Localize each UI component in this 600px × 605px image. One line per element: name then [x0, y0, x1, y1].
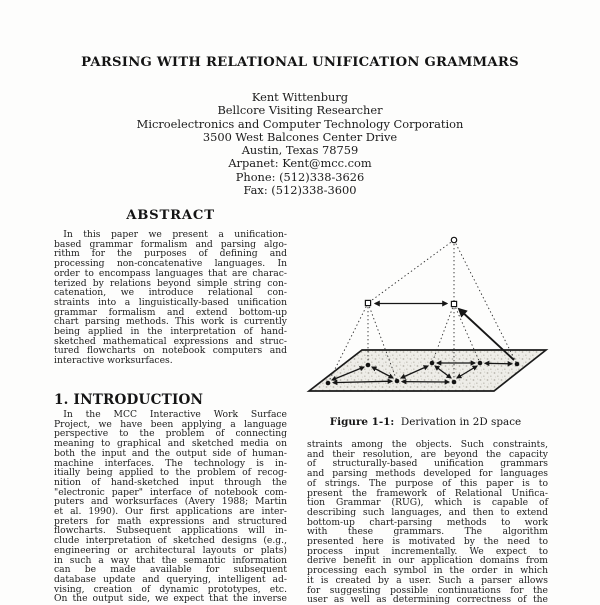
text-line: Austin, Texas 78759: [0, 144, 600, 157]
abstract-text: [54, 230, 287, 366]
text-line: and parsing methods developed for languages: [307, 469, 548, 479]
text-line: describing such languages, and then to extend: [307, 508, 548, 518]
introduction-heading: 1. INTRODUCTION: [54, 392, 203, 408]
text-line: In the MCC Interactive Work Surface: [54, 410, 287, 420]
text-line: machine interfaces. The technology is in-: [54, 459, 287, 469]
text-line: user as well as determining correctness of the: [307, 595, 548, 605]
text-line: in such a way that the semantic information: [54, 556, 287, 566]
text-line: order to encompass languages that are charac-: [54, 269, 287, 279]
text-line: Fax: (512)338-3600: [0, 184, 600, 197]
text-line: interactive worksurfaces.: [54, 356, 287, 366]
text-line: On the output side, we expect that the inverse: [54, 594, 287, 604]
derivation-diagram: [304, 224, 549, 399]
author-block: [0, 91, 600, 197]
text-line: it is created by a user. Such a parser allows: [307, 576, 548, 586]
introduction-text: [54, 410, 287, 604]
text-line: Bellcore Visiting Researcher: [0, 104, 600, 117]
text-line: tion Grammar (RUG), which is capable of: [307, 498, 548, 508]
text-line: derive benefit in our application domains from: [307, 556, 548, 566]
text-line: processing each symbol in the order in which: [307, 566, 548, 576]
text-line: 3500 West Balcones Center Drive: [0, 131, 600, 144]
figure-caption-body: Derivation in 2D space: [401, 416, 521, 428]
text-line: flowcharts. Subsequent applications will in-: [54, 526, 287, 536]
text-line: nition of hand-sketched input through the: [54, 478, 287, 488]
text-line: rithm for the purposes of defining and: [54, 249, 287, 259]
text-line: Microelectronics and Computer Technology Corporation: [0, 118, 600, 131]
text-line: both the input and the output side of human-: [54, 449, 287, 459]
text-line: clude interpretation of sketched designs (e.g.,: [54, 536, 287, 546]
right-nonterminal-node: [451, 301, 456, 306]
text-line: meaning to graphical and sketched media on: [54, 439, 287, 449]
text-line: terized by relations beyond simple string con-: [54, 279, 287, 289]
text-line: Phone: (512)338-3626: [0, 171, 600, 184]
text-line: bottom-up chart-parsing methods to work: [307, 518, 548, 528]
text-line: straints into a linguistically-based unification: [54, 298, 287, 308]
abstract-heading: ABSTRACT: [54, 208, 287, 223]
root-node: [451, 237, 456, 242]
text-line: grammar formalism and extend bottom-up: [54, 308, 287, 318]
text-line: with these grammars. The algorithm: [307, 527, 548, 537]
text-line: engineering or architectural layouts or plats): [54, 546, 287, 556]
text-line: Project, we have been applying a language: [54, 420, 287, 430]
figure-caption: [303, 416, 548, 428]
figure-derivation-2d: [304, 224, 549, 399]
text-line: "electronic paper" interface of notebook com-: [54, 488, 287, 498]
text-line: Arpanet: Kent@mcc.com: [0, 157, 600, 170]
text-line: presented here is motivated by the need to: [307, 537, 548, 547]
text-line: processing non-concatenative languages. In: [54, 259, 287, 269]
text-line: chart parsing methods. This work is currently: [54, 317, 287, 327]
text-line: Kent Wittenburg: [0, 91, 600, 104]
text-line: based grammar formalism and parsing algo-: [54, 240, 287, 250]
left-nonterminal-node: [365, 300, 370, 305]
text-line: In this paper we present a unification-: [54, 230, 287, 240]
text-line: tured flowcharts on notebook computers and: [54, 346, 287, 356]
text-line: catenation, we introduce relational con-: [54, 288, 287, 298]
text-line: et al. 1990). Our first applications are inter-: [54, 507, 287, 517]
text-line: and their resolution, are beyond the capacity: [307, 450, 548, 460]
text-line: can be made available for subsequent: [54, 565, 287, 575]
text-line: being applied in the interpretation of hand-: [54, 327, 287, 337]
text-line: sketched mathematical expressions and struc-: [54, 337, 287, 347]
text-line: database update and querying, intelligent ad-: [54, 575, 287, 585]
text-line: puters and worksurfaces (Avery 1988; Martin: [54, 497, 287, 507]
text-line: straints among the objects. Such constraints,: [307, 440, 548, 450]
text-line: present the framework of Relational Unifica-: [307, 489, 548, 499]
text-line: perspective to the problem of connecting: [54, 429, 287, 439]
figure-caption-label: Figure 1-1:: [330, 416, 394, 428]
right-column-text: [307, 440, 548, 605]
text-line: itially being applied to the problem of recog-: [54, 468, 287, 478]
paper-title: PARSING WITH RELATIONAL UNIFICATION GRAMMARS: [0, 55, 600, 70]
text-line: vising, creation of dynamic prototypes, etc.: [54, 585, 287, 595]
text-line: of strings. The purpose of this paper is to: [307, 479, 548, 489]
text-line: for suggesting possible continuations for the: [307, 586, 548, 596]
text-line: process input incrementally. We expect to: [307, 547, 548, 557]
text-line: preters for math expressions and structured: [54, 517, 287, 527]
text-line: of structurally-based unification grammars: [307, 459, 548, 469]
